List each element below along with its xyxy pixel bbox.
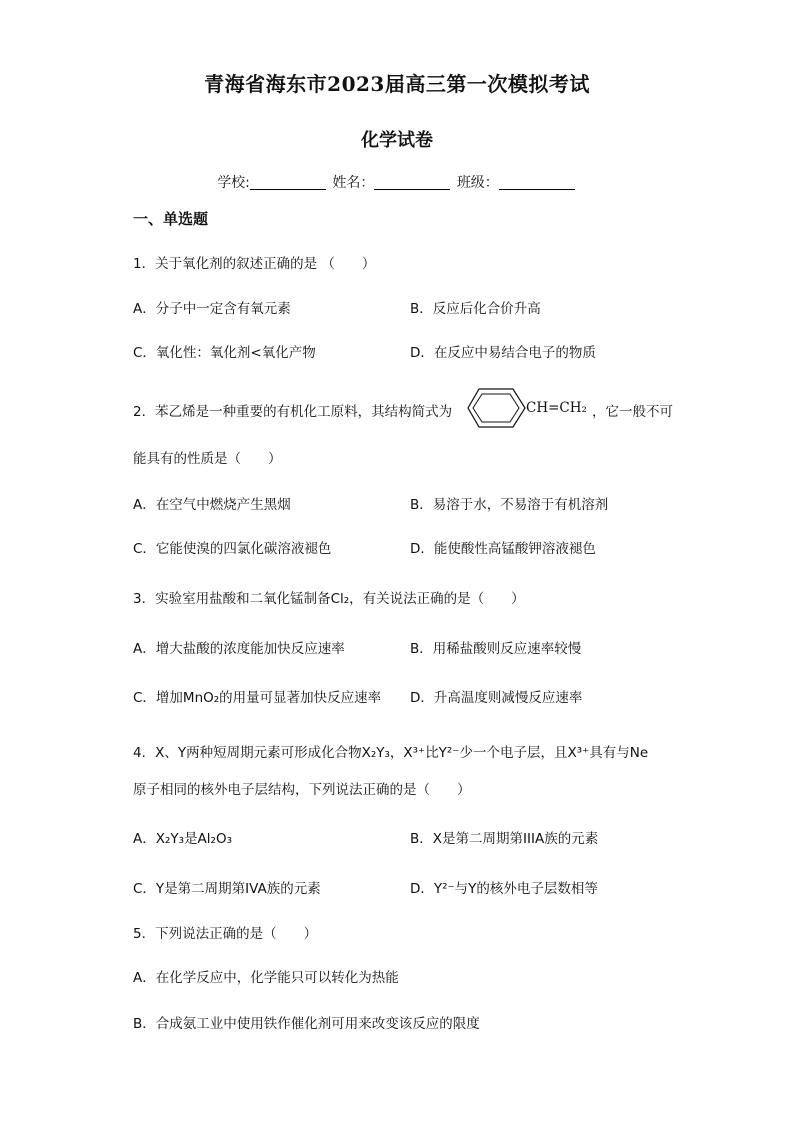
exam-subject: 化学试卷 bbox=[361, 130, 433, 151]
q3-option-d: D．升高温度则减慢反应速率 bbox=[410, 690, 583, 706]
q1-option-d: D．在反应中易结合电子的物质 bbox=[410, 345, 596, 361]
q2-stem-line1-tail: ，它一般不可 bbox=[592, 404, 673, 420]
q2-stem-line2: 能具有的性质是（ ） bbox=[133, 451, 282, 467]
q4-option-b: B．X是第二周期第IIIA族的元素 bbox=[410, 831, 599, 847]
section-heading: 一、单选题 bbox=[133, 210, 209, 228]
q1-stem: 1．关于氧化剂的叙述正确的是 （ ） bbox=[133, 256, 376, 272]
q4-option-d: D．Y²⁻与Y的核外电子层数相等 bbox=[410, 881, 598, 897]
q5-option-a: A．在化学反应中，化学能只可以转化为热能 bbox=[133, 970, 399, 986]
q2-vinyl-formula: CH=CH₂ bbox=[526, 400, 587, 416]
q1-option-b: B．反应后化合价升高 bbox=[410, 301, 541, 317]
q4-stem-line2: 原子相同的核外电子层结构，下列说法正确的是（ ） bbox=[133, 782, 471, 798]
school-blank bbox=[250, 175, 326, 190]
q3-stem: 3．实验室用盐酸和二氧化锰制备Cl₂，有关说法正确的是（ ） bbox=[133, 591, 525, 607]
q1-option-c: C．氧化性：氧化剂<氧化产物 bbox=[133, 345, 316, 361]
q2-stem-line1: 2．苯乙烯是一种重要的有机化工原料，其结构简式为 bbox=[133, 404, 453, 420]
q5-option-b: B．合成氨工业中使用铁作催化剂可用来改变该反应的限度 bbox=[133, 1016, 480, 1032]
q2-option-b: B．易溶于水，不易溶于有机溶剂 bbox=[410, 497, 609, 513]
class-label: 班级： bbox=[456, 175, 499, 191]
q2-option-c: C．它能使溴的四氯化碳溶液褪色 bbox=[133, 541, 332, 557]
name-label: 姓名： bbox=[332, 175, 375, 191]
name-blank bbox=[374, 175, 450, 190]
q4-stem-line1: 4．X、Y两种短周期元素可形成化合物X₂Y₃，X³⁺比Y²⁻少一个电子层，且X³⁺具有与Ne bbox=[133, 745, 649, 761]
q2-option-a: A．在空气中燃烧产生黑烟 bbox=[133, 497, 291, 513]
q3-option-c: C．增加MnO₂的用量可显著加快反应速率 bbox=[133, 690, 382, 706]
student-info-row bbox=[0, 172, 794, 192]
q5-stem: 5．下列说法正确的是（ ） bbox=[133, 926, 318, 942]
q1-option-a: A．分子中一定含有氧元素 bbox=[133, 301, 291, 317]
q4-option-a: A．X₂Y₃是Al₂O₃ bbox=[133, 831, 232, 847]
q3-option-a: A．增大盐酸的浓度能加快反应速率 bbox=[133, 641, 345, 657]
q4-option-c: C．Y是第二周期第IVA族的元素 bbox=[133, 881, 321, 897]
class-blank bbox=[499, 175, 575, 190]
benzene-ring-structure bbox=[467, 387, 527, 429]
school-label: 学校: bbox=[217, 175, 250, 191]
exam-title: 青海省海东市2023届高三第一次模拟考试 bbox=[204, 72, 590, 96]
q3-option-b: B．用稀盐酸则反应速率较慢 bbox=[410, 641, 582, 657]
q2-option-d: D．能使酸性高锰酸钾溶液褪色 bbox=[410, 541, 596, 557]
